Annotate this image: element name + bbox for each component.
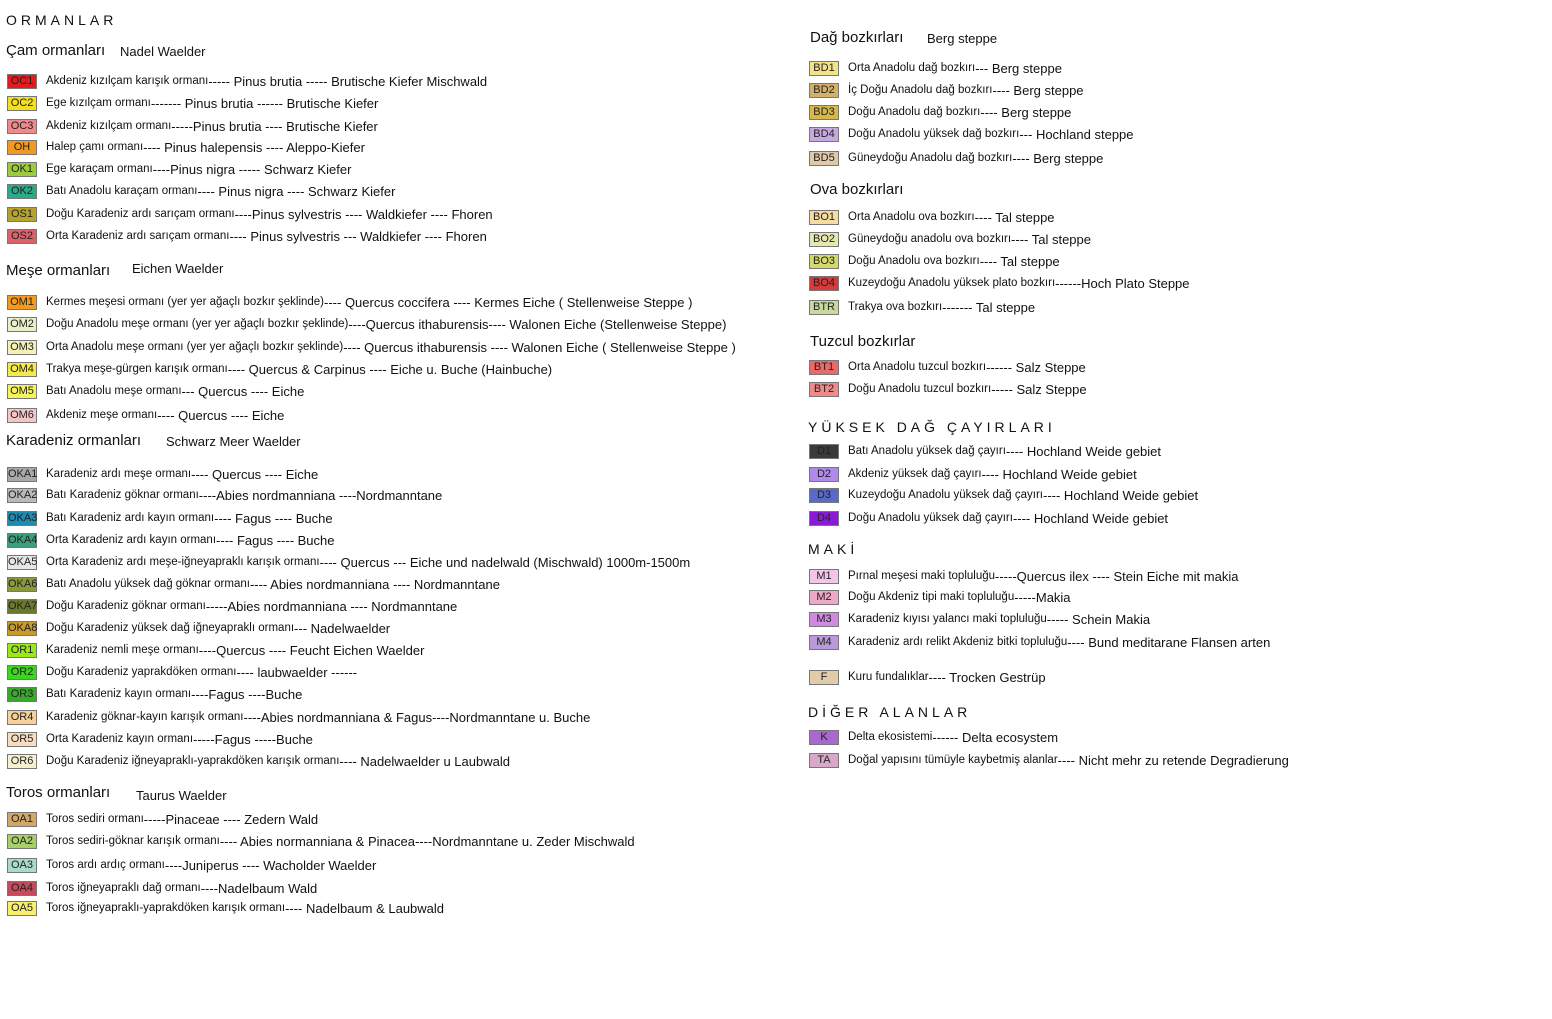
color-swatch: OK1	[7, 162, 37, 177]
turkish-label: Ege karaçam ormanı	[46, 163, 153, 175]
turkish-label: Doğu Karadeniz göknar ormanı	[46, 600, 206, 612]
turkish-label: Orta Karadeniz ardı meşe-iğneyapraklı karışık ormanı	[46, 556, 320, 568]
turkish-label: Toros iğneyapraklı-yaprakdöken karışık ormanı	[46, 902, 286, 914]
turkish-label: Toros sediri ormanı	[46, 813, 144, 825]
german-label: ---- Nadelbaum & Laubwald	[285, 900, 445, 916]
german-label: ---- Quercus ---- Eiche	[191, 466, 319, 482]
section-title-tr: Toros ormanları	[6, 784, 111, 801]
german-label: --- Nadelwaelder	[294, 620, 391, 636]
color-swatch: K	[809, 730, 839, 745]
turkish-label: Kuzeydoğu Anadolu yüksek dağ çayırı	[848, 489, 1043, 501]
turkish-label: Doğu Karadeniz yaprakdöken ormanı	[46, 666, 237, 678]
german-label: ---- Bund meditarane Flansen arten	[1067, 634, 1271, 650]
legend-row-bd4	[809, 125, 1134, 143]
color-swatch: M3	[809, 612, 839, 627]
turkish-label: Doğu Karadeniz iğneyapraklı-yaprakdöken karışık ormanı	[46, 755, 340, 767]
color-swatch: OR1	[7, 643, 37, 658]
german-label: ------Hoch Plato Steppe	[1055, 275, 1190, 291]
german-label: ---- Tal steppe	[974, 209, 1055, 225]
color-swatch: BO1	[809, 210, 839, 225]
german-label: ---- Hochland Weide gebiet	[1043, 487, 1199, 503]
turkish-label: Orta Karadeniz ardı sarıçam ormanı	[46, 230, 230, 242]
legend-row-bo2	[809, 230, 1091, 248]
german-label: ---- Tal steppe	[979, 253, 1060, 269]
legend-row-m2	[809, 588, 1071, 606]
german-label: ---- Quercus ithaburensis ---- Walonen Eiche ( Stellenweise Steppe )	[343, 339, 736, 355]
german-label: ----Quercus ithaburensis---- Walonen Eiche (Stellenweise Steppe)	[348, 316, 727, 332]
color-swatch: OK2	[7, 184, 37, 199]
color-swatch: OKA4	[8, 533, 38, 546]
section-header-yuksek-dag: YÜKSEK DAĞ ÇAYIRLARI	[808, 419, 1056, 435]
german-label: ---- Nadelwaelder u Laubwald	[339, 753, 510, 769]
color-swatch: BD2	[809, 83, 839, 98]
legend-row-oa1	[7, 810, 318, 828]
legend-row-bd1	[809, 59, 1062, 77]
legend-row-bd5	[809, 149, 1103, 167]
german-label: ------- Tal steppe	[942, 299, 1036, 315]
turkish-label: Batı Anadolu meşe ormanı	[46, 385, 182, 397]
turkish-label: Pırnal meşesi maki topluluğu	[848, 570, 996, 582]
section-title-tr: Ova bozkırları	[810, 181, 904, 198]
color-swatch: OH	[7, 140, 37, 155]
color-swatch: OR2	[7, 665, 37, 680]
legend-row-bo4	[809, 274, 1190, 292]
color-swatch: OKA8	[8, 621, 38, 634]
german-label: ---- Berg steppe	[1012, 150, 1104, 166]
german-label: ---- Quercus & Carpinus ---- Eiche u. Buche (Hainbuche)	[227, 361, 553, 377]
legend-row-oc2	[7, 94, 378, 112]
turkish-label: Doğu Anadolu meşe ormanı (yer yer ağaçlı bozkır şeklinde)	[46, 318, 349, 330]
legend-row-or5	[7, 730, 313, 748]
german-label: --- Berg steppe	[975, 60, 1062, 76]
german-label: ---- laubwaelder ------	[236, 664, 358, 680]
color-swatch: OKA1	[8, 467, 38, 480]
turkish-label: Orta Anadolu ova bozkırı	[848, 211, 975, 223]
turkish-label: Orta Karadeniz kayın ormanı	[46, 733, 194, 745]
legend-row-d3	[809, 486, 1198, 504]
legend-row-oka4	[7, 531, 335, 549]
section-title-de: Eichen Waelder	[132, 261, 224, 276]
section-title-tr: Çam ormanları	[6, 42, 106, 59]
legend-row-bo3	[809, 252, 1060, 270]
color-swatch: BD3	[809, 105, 839, 120]
turkish-label: Doğu Anadolu yüksek dağ bozkırı	[848, 128, 1020, 140]
turkish-label: Karadeniz ardı meşe ormanı	[46, 468, 192, 480]
color-swatch: OM4	[7, 362, 37, 377]
legend-row-ta	[809, 751, 1289, 769]
german-label: ---- Pinus halepensis ---- Aleppo-Kiefer	[143, 139, 365, 155]
turkish-label: Orta Anadolu meşe ormanı (yer yer ağaçlı bozkır şeklinde)	[46, 341, 344, 353]
german-label: ---- Berg steppe	[980, 104, 1072, 120]
color-swatch: OA4	[7, 881, 37, 896]
legend-row-oa5	[7, 899, 444, 917]
german-label: ---- Pinus nigra ---- Schwarz Kiefer	[197, 183, 396, 199]
turkish-label: Toros sediri-göknar karışık ormanı	[46, 835, 220, 847]
color-swatch: BO4	[809, 276, 839, 291]
legend-row-or1	[7, 641, 424, 659]
legend-row-m1	[809, 567, 1238, 585]
color-swatch: OKA5	[8, 555, 38, 568]
color-swatch: D2	[809, 467, 839, 482]
legend-row-oa4	[7, 879, 317, 897]
legend-row-oh	[7, 138, 365, 156]
turkish-label: İç Doğu Anadolu dağ bozkırı	[848, 84, 993, 96]
turkish-label: Ege kızılçam ormanı	[46, 97, 151, 109]
color-swatch: OC1	[7, 74, 37, 89]
color-swatch: OM1	[7, 295, 37, 310]
german-label: ---- Abies nordmanniana ---- Nordmanntane	[249, 576, 500, 592]
turkish-label: Doğu Anadolu yüksek dağ çayırı	[848, 512, 1013, 524]
color-swatch: TA	[809, 753, 839, 768]
german-label: -----Fagus -----Buche	[193, 731, 313, 747]
legend-row-oc3	[7, 117, 378, 135]
german-label: ----Juniperus ---- Wacholder Waelder	[164, 857, 377, 873]
german-label: ---- Hochland Weide gebiet	[1005, 443, 1162, 459]
german-label: ------ Salz Steppe	[986, 359, 1086, 375]
color-swatch: OKA3	[8, 511, 38, 524]
color-swatch: OKA2	[8, 488, 38, 501]
color-swatch: OM2	[7, 317, 37, 332]
color-swatch: OA3	[7, 858, 37, 873]
legend-row-bo1	[809, 208, 1055, 226]
turkish-label: Karadeniz kıyısı yalancı maki topluluğu	[848, 613, 1047, 625]
color-swatch: D4	[809, 511, 839, 526]
legend-row-om6	[7, 406, 284, 424]
legend-row-oka3	[7, 509, 333, 527]
turkish-label: Doğu Karadeniz ardı sarıçam ormanı	[46, 208, 235, 220]
color-swatch: OR5	[7, 732, 37, 747]
legend-row-or6	[7, 752, 510, 770]
turkish-label: Batı Anadolu yüksek dağ göknar ormanı	[46, 578, 250, 590]
color-swatch: OS1	[7, 207, 37, 222]
turkish-label: Kermes meşesi ormanı (yer yer ağaçlı bozkır şeklinde)	[46, 296, 325, 308]
turkish-label: Doğal yapısını tümüyle kaybetmiş alanlar	[848, 754, 1058, 766]
color-swatch: OKA6	[8, 577, 38, 590]
legend-row-oka8	[7, 619, 390, 637]
color-swatch: OM5	[7, 384, 37, 399]
color-swatch: BO2	[809, 232, 839, 247]
legend-row-om1	[7, 293, 692, 311]
legend-row-d2	[809, 465, 1137, 483]
german-label: ---- Tal steppe	[1011, 231, 1092, 247]
german-label: ----Pinus nigra ----- Schwarz Kiefer	[152, 161, 352, 177]
color-swatch: OA1	[7, 812, 37, 827]
german-label: ---- Fagus ---- Buche	[216, 532, 335, 548]
turkish-label: Batı Karadeniz göknar ormanı	[46, 489, 199, 501]
legend-row-or3	[7, 685, 302, 703]
german-label: ------- Pinus brutia ------ Brutische Kiefer	[150, 95, 379, 111]
legend-row-om5	[7, 382, 304, 400]
turkish-label: Orta Karadeniz ardı kayın ormanı	[46, 534, 217, 546]
color-swatch: BT1	[809, 360, 839, 375]
turkish-label: Doğu Akdeniz tipi maki topluluğu	[848, 591, 1015, 603]
turkish-label: Karadeniz göknar-kayın karışık ormanı	[46, 711, 244, 723]
german-label: ---- Hochland Weide gebiet	[1012, 510, 1169, 526]
german-label: -----Abies nordmanniana ---- Nordmanntane	[205, 598, 458, 614]
legend-row-bt2	[809, 380, 1087, 398]
german-label: ----- Pinus brutia ----- Brutische Kiefer Mischwald	[208, 73, 488, 89]
turkish-label: Trakya ova bozkırı	[848, 301, 943, 313]
legend-row-f	[809, 668, 1046, 686]
turkish-label: Doğu Anadolu dağ bozkırı	[848, 106, 981, 118]
turkish-label: Doğu Anadolu tuzcul bozkırı	[848, 383, 992, 395]
legend-row-om3	[7, 338, 736, 356]
legend-row-om4	[7, 360, 552, 378]
turkish-label: Batı Karadeniz kayın ormanı	[46, 688, 192, 700]
german-label: ---- Abies normanniana & Pinacea----Nordmanntane u. Zeder Mischwald	[219, 833, 635, 849]
color-swatch: BD1	[809, 61, 839, 76]
turkish-label: Karadeniz ardı relikt Akdeniz bitki topluluğu	[848, 636, 1068, 648]
legend-row-oa3	[7, 856, 376, 874]
section-title-de: Taurus Waelder	[136, 788, 227, 803]
turkish-label: Delta ekosistemi	[848, 731, 933, 743]
section-title-tr: Karadeniz ormanları	[6, 432, 142, 449]
color-swatch: M4	[809, 635, 839, 650]
legend-row-or2	[7, 663, 357, 681]
german-label: ----Pinus sylvestris ---- Waldkiefer ---- Fhoren	[234, 206, 493, 222]
color-swatch: OA5	[7, 901, 37, 916]
turkish-label: Batı Anadolu karaçam ormanı	[46, 185, 198, 197]
german-label: -----Pinus brutia ---- Brutische Kiefer	[171, 118, 378, 134]
turkish-label: Orta Anadolu tuzcul bozkırı	[848, 361, 987, 373]
turkish-label: Güneydoğu anadolu ova bozkırı	[848, 233, 1012, 245]
section-header-ormanlar: ORMANLAR	[6, 12, 118, 28]
legend-row-om2	[7, 315, 726, 333]
german-label: ---- Trocken Gestrüp	[928, 669, 1046, 685]
turkish-label: Halep çamı ormanı	[46, 141, 144, 153]
color-swatch: OM6	[7, 408, 37, 423]
legend-row-bd3	[809, 103, 1071, 121]
color-swatch: BD4	[809, 127, 839, 142]
german-label: ---- Hochland Weide gebiet	[981, 466, 1137, 482]
german-label: --- Hochland steppe	[1019, 126, 1134, 142]
german-label: ---- Quercus ---- Eiche	[157, 407, 285, 423]
legend-row-oka5	[7, 553, 690, 571]
turkish-label: Kuru fundalıklar	[848, 671, 929, 683]
legend-row-k	[809, 728, 1058, 746]
turkish-label: Doğu Karadeniz yüksek dağ iğneyapraklı ormanı	[46, 622, 295, 634]
legend-row-bd2	[809, 81, 1084, 99]
section-header-diger-alanlar: DİĞER ALANLAR	[808, 704, 972, 720]
turkish-label: Akdeniz yüksek dağ çayırı	[848, 468, 982, 480]
legend-row-os2	[7, 227, 487, 245]
turkish-label: Karadeniz nemli meşe ormanı	[46, 644, 199, 656]
section-title-tr: Dağ bozkırları	[810, 29, 904, 46]
german-label: ----- Schein Makia	[1046, 611, 1151, 627]
legend-row-m3	[809, 610, 1150, 628]
color-swatch: M1	[809, 569, 839, 584]
german-label: ----Abies nordmanniana ----Nordmanntane	[198, 487, 443, 503]
color-swatch: OS2	[7, 229, 37, 244]
section-title-tr: Meşe ormanları	[6, 262, 111, 279]
color-swatch: OKA7	[8, 599, 38, 612]
turkish-label: Kuzeydoğu Anadolu yüksek plato bozkırı	[848, 277, 1056, 289]
german-label: ------ Delta ecosystem	[932, 729, 1059, 745]
color-swatch: OR6	[7, 754, 37, 769]
color-swatch: BT2	[809, 382, 839, 397]
color-swatch: F	[809, 670, 839, 685]
color-swatch: OR3	[7, 687, 37, 702]
turkish-label: Batı Karadeniz ardı kayın ormanı	[46, 512, 215, 524]
legend-row-oka2	[7, 486, 442, 504]
german-label: ---- Pinus sylvestris --- Waldkiefer ---- Fhoren	[229, 228, 487, 244]
color-swatch: OR4	[7, 710, 37, 725]
legend-row-oka7	[7, 597, 457, 615]
german-label: ----Nadelbaum Wald	[200, 880, 318, 896]
color-swatch: OC3	[7, 119, 37, 134]
legend-row-or4	[7, 708, 590, 726]
color-swatch: D1	[809, 444, 839, 459]
turkish-label: Doğu Anadolu ova bozkırı	[848, 255, 980, 267]
german-label: ----Abies nordmanniana & Fagus----Nordmanntane u. Buche	[243, 709, 591, 725]
german-label: ---- Fagus ---- Buche	[214, 510, 333, 526]
german-label: -----Pinaceae ---- Zedern Wald	[143, 811, 319, 827]
section-title-de: Nadel Waelder	[120, 44, 206, 59]
section-header-maki: MAKİ	[808, 541, 859, 557]
german-label: ---- Berg steppe	[992, 82, 1084, 98]
legend-row-oka6	[7, 575, 500, 593]
section-title-de: Schwarz Meer Waelder	[166, 434, 301, 449]
turkish-label: Toros iğneyapraklı dağ ormanı	[46, 882, 201, 894]
turkish-label: Akdeniz kızılçam ormanı	[46, 120, 172, 132]
section-title-de: Berg steppe	[927, 31, 998, 46]
legend-row-d4	[809, 509, 1168, 527]
turkish-label: Akdeniz meşe ormanı	[46, 409, 158, 421]
color-swatch: OM3	[7, 340, 37, 355]
german-label: -----Quercus ilex ---- Stein Eiche mit makia	[995, 568, 1239, 584]
legend-row-btr	[809, 298, 1035, 316]
color-swatch: D3	[809, 488, 839, 503]
section-title-tr: Tuzcul bozkırlar	[810, 333, 916, 350]
turkish-label: Güneydoğu Anadolu dağ bozkırı	[848, 152, 1013, 164]
legend-row-m4	[809, 633, 1270, 651]
turkish-label: Akdeniz kızılçam karışık ormanı	[46, 75, 209, 87]
turkish-label: Orta Anadolu dağ bozkırı	[848, 62, 976, 74]
legend-row-oa2	[7, 832, 635, 850]
german-label: ----Quercus ---- Feucht Eichen Waelder	[198, 642, 425, 658]
german-label: ---- Quercus coccifera ---- Kermes Eiche ( Stellenweise Steppe )	[324, 294, 693, 310]
legend-row-os1	[7, 205, 493, 223]
german-label: ----- Salz Steppe	[991, 381, 1087, 397]
turkish-label: Toros ardı ardıç ormanı	[46, 859, 165, 871]
legend-row-oc1	[7, 72, 487, 90]
legend-row-d1	[809, 442, 1161, 460]
color-swatch: BD5	[809, 151, 839, 166]
color-swatch: M2	[809, 590, 839, 605]
color-swatch: OC2	[7, 96, 37, 111]
turkish-label: Batı Anadolu yüksek dağ çayırı	[848, 445, 1006, 457]
german-label: ---- Nicht mehr zu retende Degradierung	[1057, 752, 1289, 768]
german-label: ---- Quercus --- Eiche und nadelwald (Mischwald) 1000m-1500m	[319, 554, 691, 570]
color-swatch: BTR	[809, 300, 839, 315]
legend-row-ok1	[7, 160, 351, 178]
german-label: ----Fagus ----Buche	[191, 686, 303, 702]
legend-row-ok2	[7, 182, 395, 200]
turkish-label: Trakya meşe-gürgen karışık ormanı	[46, 363, 228, 375]
color-swatch: OA2	[7, 834, 37, 849]
german-label: -----Makia	[1014, 589, 1071, 605]
german-label: --- Quercus ---- Eiche	[181, 383, 305, 399]
color-swatch: BO3	[809, 254, 839, 269]
legend-row-oka1	[7, 465, 318, 483]
legend-row-bt1	[809, 358, 1086, 376]
